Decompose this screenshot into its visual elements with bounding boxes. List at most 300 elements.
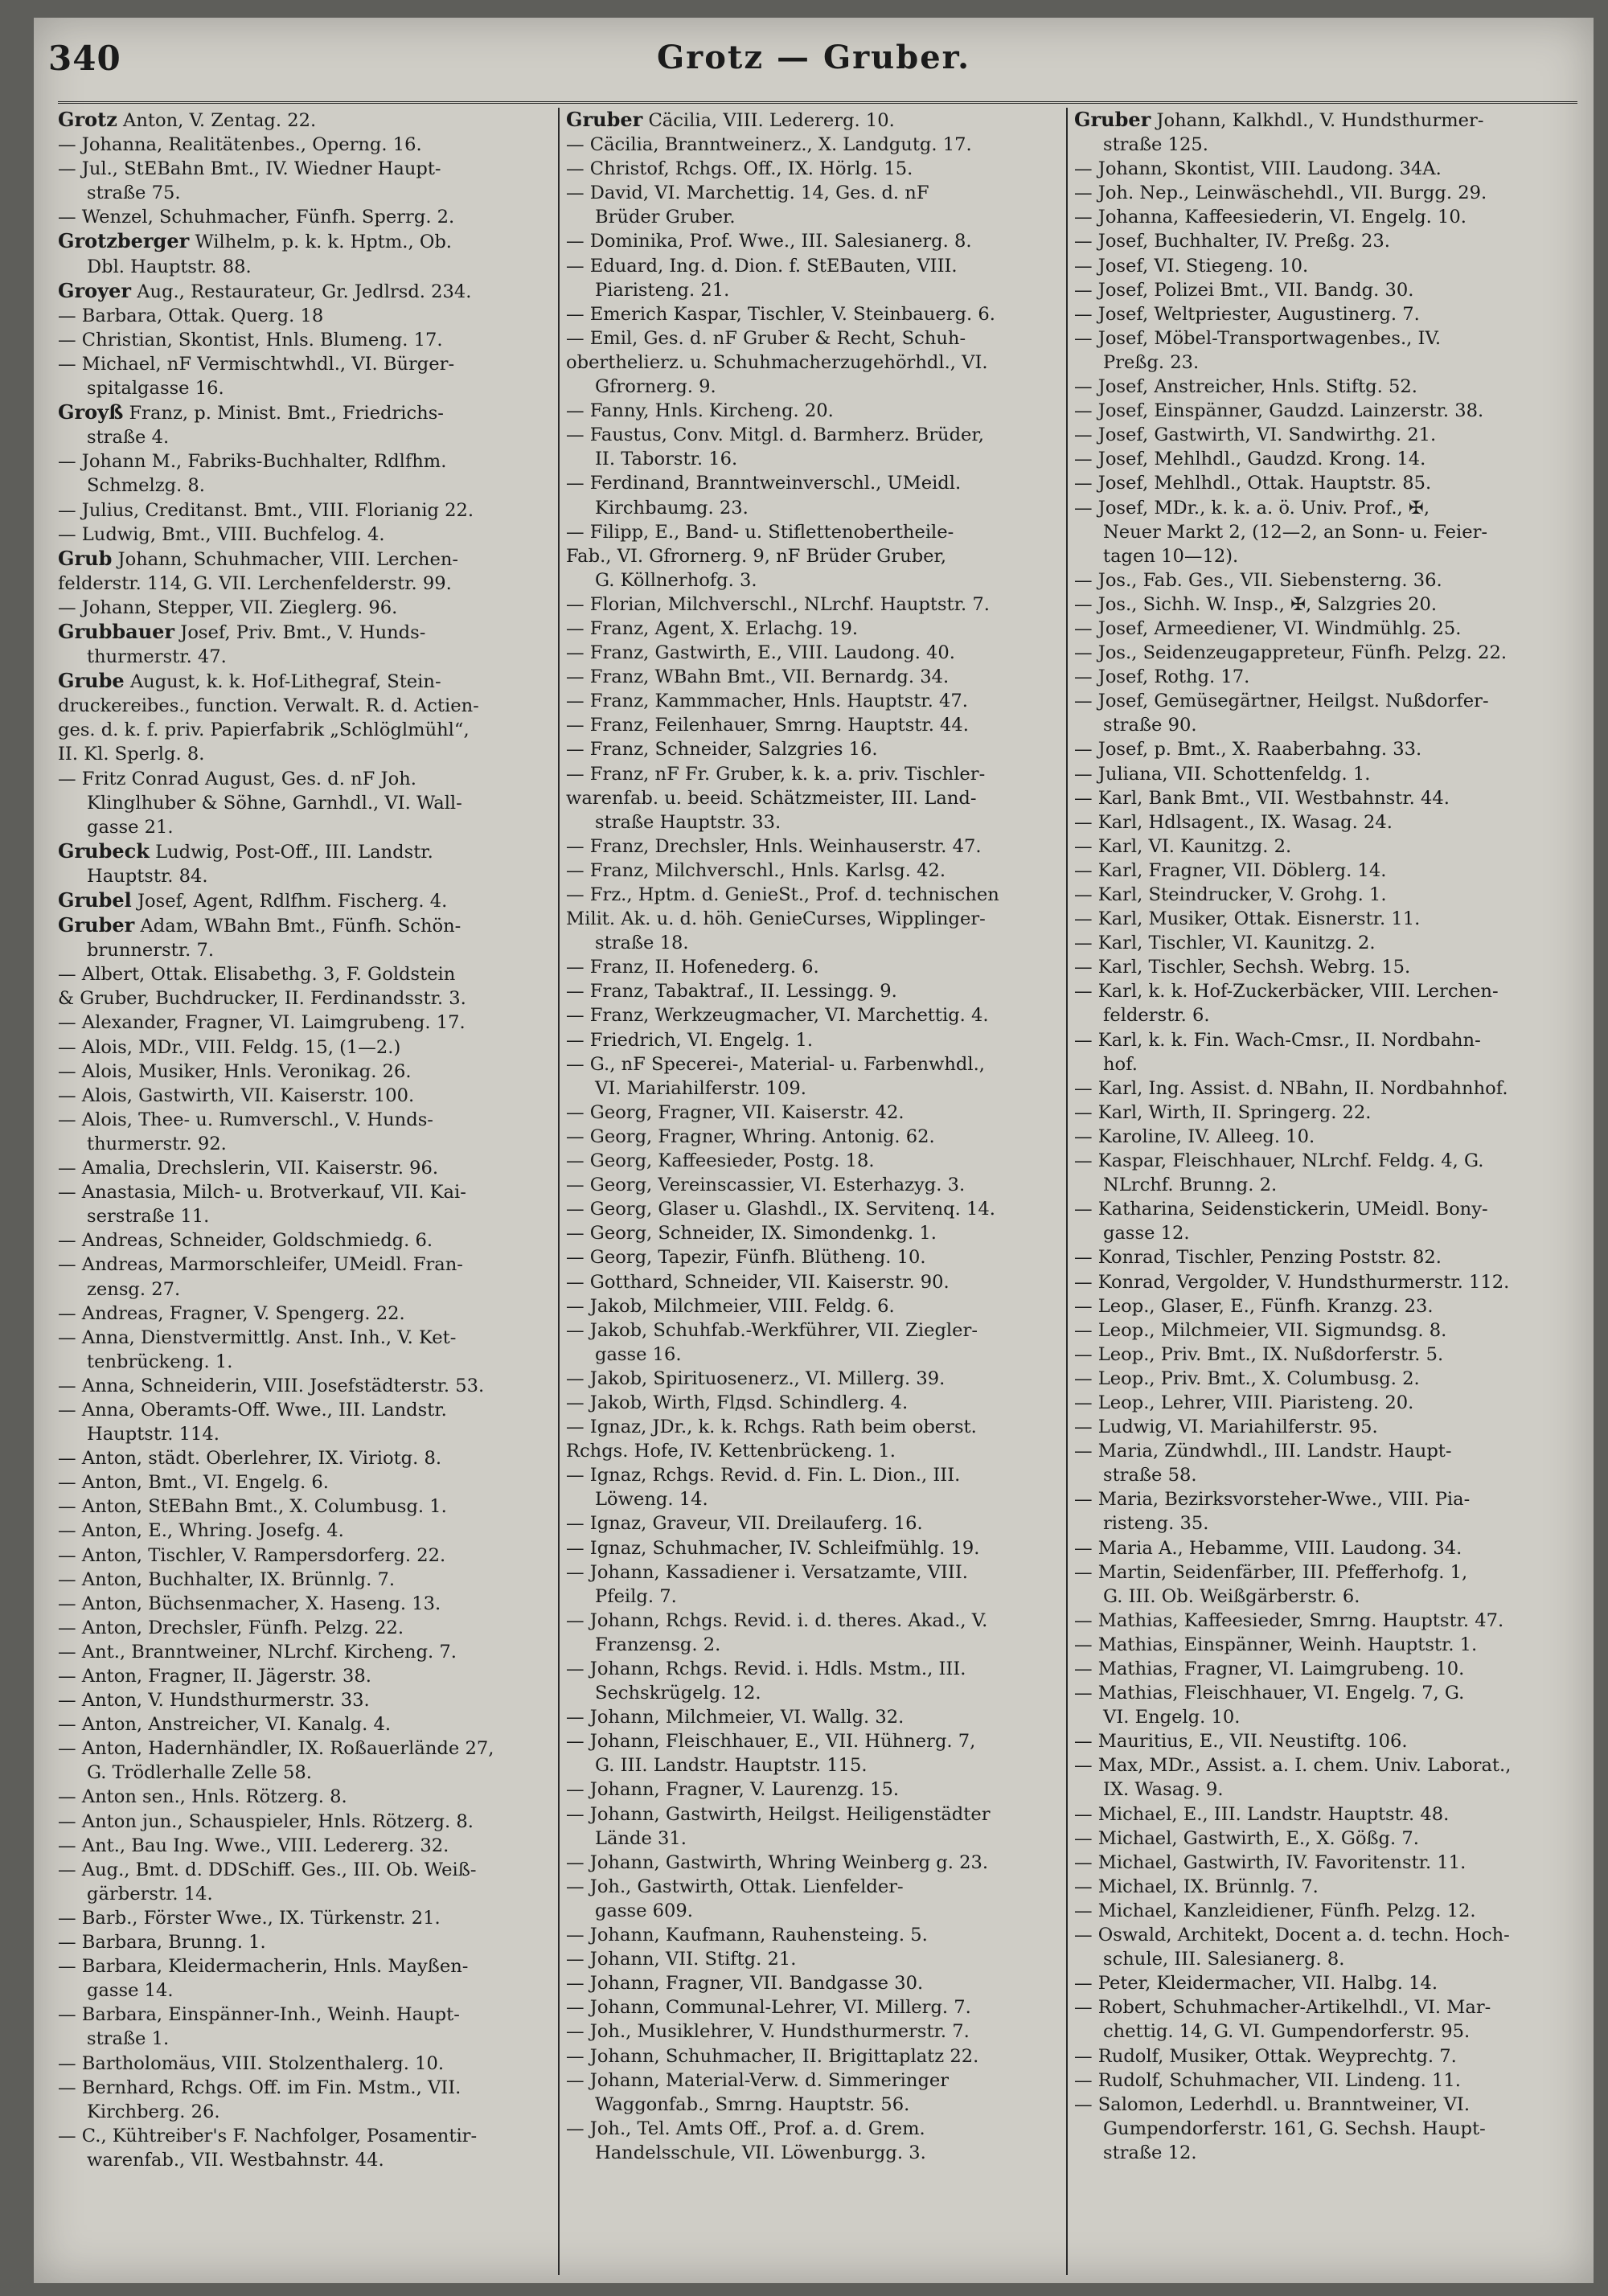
- entry-text: — Johann, VII. Stiftg. 21.: [566, 1949, 797, 1970]
- entry-text: — Julius, Creditanst. Bmt., VIII. Florianig 22.: [58, 499, 474, 521]
- entry-text: — Bernhard, Rchgs. Off. im Fin. Mstm., VII.: [58, 2077, 461, 2098]
- directory-line: [1074, 1343, 1581, 1367]
- entry-text: Josef, Priv. Bmt., V. Hunds-: [174, 621, 426, 643]
- directory-line: [58, 1592, 552, 1616]
- directory-line: [1074, 1923, 1581, 1947]
- surname-heading: Grub: [58, 546, 113, 570]
- entry-text: — Fritz Conrad August, Ges. d. nF Joh.: [58, 768, 416, 789]
- directory-line: [566, 205, 1060, 229]
- entry-text: — Karl, Fragner, VII. Döblerg. 14.: [1074, 859, 1387, 881]
- directory-line: [1074, 955, 1581, 979]
- directory-line: [1074, 278, 1581, 302]
- entry-text: — Jakob, Schuhfab.-Werkführer, VII. Ziegler-: [566, 1319, 978, 1341]
- entry-text: — Franz, Tabaktraf., II. Lessingg. 9.: [566, 981, 897, 1002]
- entry-text: — Florian, Milchverschl., NLrchf. Hauptstr. 7.: [566, 593, 990, 615]
- entry-text: — Emil, Ges. d. nF Gruber & Recht, Schuh-: [566, 327, 966, 349]
- directory-line: [58, 1374, 552, 1398]
- directory-line: [566, 1681, 1060, 1705]
- directory-column-2: [566, 108, 1060, 2275]
- directory-line: [566, 979, 1060, 1003]
- entry-text: — Josef, Weltpriester, Augustinerg. 7.: [1074, 303, 1420, 325]
- entry-text: Brüder Gruber.: [595, 207, 736, 228]
- entry-text: — Franz, II. Hofenederg. 6.: [566, 957, 819, 978]
- entry-text: felderstr. 114, G. VII. Lerchenfelderstr. 99.: [58, 572, 452, 594]
- directory-line: [58, 645, 552, 669]
- directory-line: [1074, 351, 1581, 375]
- directory-line: [1074, 399, 1581, 423]
- directory-line: [58, 2124, 552, 2148]
- entry-text: Sechskrügelg. 12.: [595, 1683, 761, 1704]
- entry-text: — Anna, Dienstvermittlg. Anst. Inh., V. Ket-: [58, 1326, 457, 1348]
- directory-line: [566, 181, 1060, 205]
- entry-text: Gumpendorferstr. 161, G. Sechsh. Haupt-: [1103, 2118, 1486, 2139]
- entry-text: Ludwig, Post-Off., III. Landstr.: [149, 841, 433, 863]
- directory-line: [58, 547, 552, 572]
- entry-text: G. Trödlerhalle Zelle 58.: [87, 1762, 312, 1784]
- entry-text: — Joh. Nep., Leinwäschehdl., VII. Burgg. 29.: [1074, 182, 1487, 204]
- entry-text: — Andreas, Marmorschleifer, UMeidl. Fran-: [58, 1254, 463, 1276]
- directory-line: [1074, 1995, 1581, 2019]
- directory-line: [566, 665, 1060, 689]
- entry-text: — Johann, Milchmeier, VI. Wallg. 32.: [566, 1707, 904, 1728]
- entry-text: — Jos., Fab. Ges., VII. Siebensterng. 36.: [1074, 569, 1442, 591]
- directory-line: [1074, 568, 1581, 592]
- entry-text: Kirchbaumg. 23.: [595, 497, 749, 519]
- directory-line: [1074, 834, 1581, 859]
- directory-line: [1074, 1367, 1581, 1391]
- entry-text: hof.: [1103, 1053, 1138, 1075]
- entry-text: — Johann, Fragner, V. Laurenzg. 15.: [566, 1779, 900, 1801]
- entry-text: — Alexander, Fragner, VI. Laimgrubeng. 17.: [58, 1012, 466, 1034]
- directory-line: [566, 1705, 1060, 1729]
- directory-line: [566, 423, 1060, 447]
- directory-line: [58, 767, 552, 791]
- directory-line: [1074, 1003, 1581, 1027]
- entry-text: — Fanny, Hnls. Kircheng. 20.: [566, 400, 834, 422]
- directory-line: [1074, 1149, 1581, 1173]
- directory-line: [1074, 1899, 1581, 1923]
- entry-text: tagen 10—12).: [1103, 545, 1239, 567]
- directory-line: [58, 2003, 552, 2027]
- directory-line: [566, 375, 1060, 399]
- directory-line: [58, 1132, 552, 1156]
- directory-line: [1074, 979, 1581, 1003]
- entry-text: druckereibes., function. Verwalt. R. d. Actien-: [58, 695, 479, 717]
- entry-text: — Josef, Armeediener, VI. Windmühlg. 25.: [1074, 617, 1462, 639]
- entry-text: — Franz, Gastwirth, E., VIII. Laudong. 40.: [566, 642, 955, 664]
- entry-text: — Faustus, Conv. Mitgl. d. Barmherz. Brüder,: [566, 424, 984, 446]
- entry-text: — Peter, Kleidermacher, VII. Halbg. 14.: [1074, 1973, 1438, 1995]
- directory-line: [58, 1011, 552, 1035]
- page-number: 340: [48, 39, 121, 78]
- entry-text: — Joh., Musiklehrer, V. Hundsthurmerstr. 7.: [566, 2021, 970, 2043]
- directory-line: [58, 449, 552, 474]
- entry-text: — Jakob, Wirth, Flдsd. Schindlerg. 4.: [566, 1392, 909, 1413]
- directory-line: [566, 955, 1060, 979]
- directory-line: [1074, 302, 1581, 326]
- entry-text: — Johann, Skontist, VIII. Laudong. 34A.: [1074, 158, 1442, 180]
- entry-text: — G., nF Specerei-, Material- u. Farbenwhdl.,: [566, 1053, 985, 1075]
- directory-line: [1074, 665, 1581, 689]
- directory-line: [1074, 1609, 1581, 1633]
- entry-text: — Max, MDr., Assist. a. I. chem. Univ. Laborat.,: [1074, 1755, 1512, 1777]
- entry-text: — Andreas, Fragner, V. Spengerg. 22.: [58, 1302, 405, 1324]
- surname-heading: Grubeck: [58, 838, 150, 863]
- surname-heading: Grube: [58, 669, 125, 693]
- directory-line: [566, 133, 1060, 157]
- entry-text: — Johanna, Realitätenbes., Operng. 16.: [58, 134, 422, 156]
- directory-line: [1074, 1511, 1581, 1535]
- entry-text: — Aug., Bmt. d. DDSchiff. Ges., III. Ob. Weiß-: [58, 1859, 477, 1880]
- directory-line: [58, 2148, 552, 2172]
- entry-text: — Karl, Wirth, II. Springerg. 22.: [1074, 1101, 1372, 1123]
- directory-line: [58, 1640, 552, 1664]
- directory-line: [566, 592, 1060, 617]
- entry-text: zensg. 27.: [87, 1278, 181, 1300]
- entry-text: — Karl, Bank Bmt., VII. Westbahnstr. 44.: [1074, 787, 1450, 809]
- directory-line: [1074, 1705, 1581, 1729]
- directory-line: [1074, 859, 1581, 883]
- directory-line: [566, 1487, 1060, 1511]
- directory-line: [566, 1753, 1060, 1777]
- entry-text: Fab., VI. Gfrornerg. 9, nF Brüder Gruber,: [566, 545, 947, 567]
- directory-line: [566, 2044, 1060, 2068]
- entry-text: — Johann, Fragner, VII. Bandgasse 30.: [566, 1973, 924, 1995]
- entry-text: — Maria, Zündwhdl., III. Landstr. Haupt-: [1074, 1441, 1452, 1462]
- entry-text: — Franz, Kammmacher, Hnls. Hauptstr. 47.: [566, 691, 968, 712]
- entry-text: Anton, V. Zentag. 22.: [117, 110, 317, 131]
- entry-text: — Michael, IX. Brünnlg. 7.: [1074, 1876, 1319, 1897]
- directory-line: [566, 1245, 1060, 1269]
- entry-text: — Anna, Oberamts-Off. Wwe., III. Landstr.: [58, 1399, 447, 1421]
- directory-line: [566, 351, 1060, 375]
- entry-text: — Cäcilia, Branntweinerz., X. Landgutg. 17.: [566, 134, 972, 156]
- directory-line: [1074, 2068, 1581, 2093]
- directory-line: [58, 986, 552, 1011]
- directory-line: [1074, 1851, 1581, 1875]
- entry-text: — Christian, Skontist, Hnls. Blumeng. 17.: [58, 329, 443, 351]
- directory-line: [1074, 108, 1581, 133]
- directory-line: [566, 157, 1060, 181]
- entry-text: — Michael, Gastwirth, IV. Favoritenstr. 11.: [1074, 1851, 1466, 1873]
- directory-line: [1074, 1777, 1581, 1802]
- entry-text: — Josef, MDr., k. k. a. ö. Univ. Prof., ✠,: [1074, 497, 1430, 519]
- entry-text: — Anton, Drechsler, Fünfh. Pelzg. 22.: [58, 1617, 404, 1638]
- directory-line: [58, 1470, 552, 1494]
- entry-text: Waggonfab., Smrng. Hauptstr. 56.: [595, 2093, 910, 2115]
- directory-line: [58, 1688, 552, 1712]
- entry-text: II. Taborstr. 16.: [595, 449, 738, 470]
- entry-text: — Juliana, VII. Schottenfeldg. 1.: [1074, 763, 1371, 785]
- directory-line: [566, 447, 1060, 471]
- directory-line: [1074, 1052, 1581, 1076]
- surname-heading: Gruber: [58, 913, 135, 937]
- directory-line: [566, 2019, 1060, 2044]
- entry-text: — Karl, k. k. Hof-Zuckerbäcker, VIII. Lerchen-: [1074, 981, 1499, 1002]
- entry-text: — Josef, p. Bmt., X. Raaberbahng. 33.: [1074, 739, 1422, 761]
- entry-text: gasse 609.: [595, 1900, 693, 1921]
- entry-text: — Anton, E., Whring. Josefg. 4.: [58, 1520, 344, 1542]
- directory-line: [58, 1350, 552, 1374]
- column-divider: [1066, 108, 1068, 2275]
- directory-line: [566, 859, 1060, 883]
- entry-text: August, k. k. Hof-Lithegraf, Stein-: [124, 671, 441, 693]
- directory-line: [1074, 2093, 1581, 2117]
- entry-text: gärberstr. 14.: [87, 1883, 213, 1904]
- entry-text: Handelsschule, VII. Löwenburgg. 3.: [595, 2142, 926, 2163]
- directory-line: [58, 474, 552, 498]
- directory-line: [1074, 931, 1581, 955]
- entry-text: brunnerstr. 7.: [87, 940, 215, 961]
- entry-text: — Josef, Einspänner, Gaudzd. Lainzerstr. 38.: [1074, 400, 1484, 422]
- entry-text: — Ludwig, VI. Mariahilferstr. 95.: [1074, 1417, 1378, 1438]
- directory-line: [58, 229, 552, 254]
- directory-line: [1074, 810, 1581, 834]
- entry-text: — Josef, Anstreicher, Hnls. Stiftg. 52.: [1074, 376, 1417, 398]
- entry-text: — Leop., Priv. Bmt., X. Columbusg. 2.: [1074, 1367, 1420, 1389]
- directory-line: [566, 834, 1060, 859]
- entry-text: — Gotthard, Schneider, VII. Kaiserstr. 90.: [566, 1271, 950, 1293]
- entry-text: — Ignaz, Graveur, VII. Dreilauferg. 16.: [566, 1513, 923, 1535]
- entry-text: — Franz, nF Fr. Gruber, k. k. a. priv. Tischler-: [566, 763, 986, 785]
- entry-text: — Oswald, Architekt, Docent a. d. techn. Hoch-: [1074, 1925, 1510, 1946]
- directory-line: [1074, 1197, 1581, 1221]
- entry-text: straße 75.: [87, 182, 181, 204]
- directory-line: [1074, 1971, 1581, 1995]
- directory-line: [58, 1084, 552, 1108]
- page-header: [34, 18, 1594, 78]
- entry-text: — Andreas, Schneider, Goldschmiedg. 6.: [58, 1230, 433, 1252]
- directory-line: [566, 1415, 1060, 1439]
- directory-line: [58, 1544, 552, 1568]
- entry-text: ges. d. k. f. priv. Papierfabrik „Schlöglmühl“,: [58, 720, 470, 741]
- directory-line: [58, 669, 552, 694]
- directory-line: [566, 544, 1060, 568]
- entry-text: — Johann, Rchgs. Revid. i. Hdls. Mstm., III.: [566, 1658, 966, 1679]
- directory-line: [1074, 1947, 1581, 1971]
- entry-text: — Kaspar, Fleischhauer, NLrchf. Feldg. 4, G.: [1074, 1150, 1484, 1172]
- entry-text: — Josef, Buchhalter, IV. Preßg. 23.: [1074, 231, 1390, 252]
- directory-line: [58, 1035, 552, 1060]
- entry-text: Löweng. 14.: [595, 1489, 708, 1511]
- entry-text: Kirchberg. 26.: [87, 2101, 220, 2122]
- entry-text: Gfrornerg. 9.: [595, 376, 716, 398]
- directory-line: [566, 737, 1060, 761]
- directory-line: [1074, 2044, 1581, 2068]
- directory-line: [1074, 423, 1581, 447]
- entry-text: gasse 16.: [595, 1343, 682, 1365]
- entry-text: warenfab. u. beeid. Schätzmeister, III. Land-: [566, 787, 977, 809]
- directory-line: [1074, 1633, 1581, 1657]
- directory-line: [1074, 1802, 1581, 1827]
- directory-page: [34, 18, 1594, 2283]
- directory-line: [566, 1657, 1060, 1681]
- entry-text: — Jos., Sichh. W. Insp., ✠, Salzgries 20.: [1074, 593, 1438, 615]
- directory-line: [58, 1228, 552, 1253]
- entry-text: — Karl, Steindrucker, V. Grohg. 1.: [1074, 884, 1387, 905]
- entry-text: — Ant., Branntweiner, NLrchf. Kircheng. 7.: [58, 1641, 457, 1663]
- entry-text: — Karl, Tischler, VI. Kaunitzg. 2.: [1074, 933, 1376, 954]
- directory-line: [566, 1777, 1060, 1802]
- directory-line: [566, 1851, 1060, 1875]
- entry-text: — Mathias, Kaffeesieder, Smrng. Hauptstr. 47.: [1074, 1609, 1504, 1631]
- running-head: Grotz — Gruber.: [656, 39, 971, 76]
- entry-text: — Karoline, IV. Alleeg. 10.: [1074, 1125, 1315, 1147]
- directory-line: [1074, 1245, 1581, 1269]
- directory-line: [58, 1834, 552, 1858]
- directory-line: [58, 1810, 552, 1834]
- directory-line: [58, 1422, 552, 1446]
- directory-line: [566, 762, 1060, 786]
- directory-line: [58, 2100, 552, 2124]
- directory-line: [566, 1149, 1060, 1173]
- directory-line: [566, 1173, 1060, 1197]
- directory-line: [1074, 1560, 1581, 1585]
- entry-text: — Franz, WBahn Bmt., VII. Bernardg. 34.: [566, 666, 950, 688]
- entry-text: — Johann, Material-Verw. d. Simmeringer: [566, 2069, 950, 2091]
- directory-line: [566, 1003, 1060, 1027]
- entry-text: — Johann, Stepper, VII. Zieglerg. 96.: [58, 597, 398, 618]
- directory-line: [58, 572, 552, 596]
- entry-text: Milit. Ak. u. d. höh. GenieCurses, Wipplinger-: [566, 908, 986, 930]
- entry-text: gasse 14.: [87, 1980, 174, 2002]
- entry-text: — Anton, V. Hundsthurmerstr. 33.: [58, 1690, 370, 1712]
- directory-line: [58, 425, 552, 449]
- entry-text: Hauptstr. 114.: [87, 1424, 219, 1445]
- entry-text: — Anastasia, Milch- u. Brotverkauf, VII. Kai-: [58, 1182, 466, 1203]
- directory-line: [58, 1302, 552, 1326]
- directory-line: [58, 1060, 552, 1084]
- directory-line: [1074, 1221, 1581, 1245]
- directory-line: [566, 1439, 1060, 1463]
- entry-text: — Dominika, Prof. Wwe., III. Salesianerg. 8.: [566, 231, 972, 252]
- directory-line: [58, 1519, 552, 1543]
- entry-text: — Leop., Milchmeier, VII. Sigmundsg. 8.: [1074, 1319, 1447, 1341]
- directory-line: [566, 108, 1060, 133]
- entry-text: Lände 31.: [595, 1827, 687, 1849]
- entry-text: — Anton, Anstreicher, VI. Kanalg. 4.: [58, 1714, 392, 1736]
- entry-text: — Georg, Fragner, Whring. Antonig. 62.: [566, 1125, 935, 1147]
- directory-line: [58, 2076, 552, 2100]
- directory-line: [566, 520, 1060, 544]
- directory-line: [1074, 762, 1581, 786]
- entry-text: — David, VI. Marchettig. 14, Ges. d. nF: [566, 182, 929, 204]
- entry-text: — Ant., Bau Ing. Wwe., VIII. Ledererg. 32.: [58, 1835, 449, 1856]
- entry-text: — Leop., Glaser, E., Fünfh. Kranzg. 23.: [1074, 1295, 1434, 1317]
- entry-text: — Ludwig, Bmt., VIII. Buchfelog. 4.: [58, 523, 385, 545]
- directory-line: [566, 689, 1060, 713]
- entry-text: — Georg, Glaser u. Glashdl., IX. Servitenq. 14.: [566, 1199, 995, 1220]
- entry-text: — Anton jun., Schauspieler, Hnls. Rötzerg. 8.: [58, 1810, 474, 1832]
- directory-line: [566, 1875, 1060, 1899]
- surname-heading: Grotz: [58, 108, 117, 131]
- entry-text: Franz, p. Minist. Bmt., Friedrichs-: [123, 403, 444, 424]
- entry-text: — Joh., Tel. Amts Off., Prof. a. d. Grem.: [566, 2118, 925, 2139]
- entry-text: — Josef, Polizei Bmt., VII. Bandg. 30.: [1074, 279, 1414, 301]
- entry-text: Piaristeng. 21.: [595, 279, 730, 301]
- directory-line: [1074, 1729, 1581, 1753]
- entry-text: — Anton, Buchhalter, IX. Brünnlg. 7.: [58, 1568, 396, 1590]
- directory-line: [58, 1906, 552, 1930]
- entry-text: Cäcilia, VIII. Ledererg. 10.: [642, 110, 895, 131]
- entry-text: G. III. Landstr. Hauptstr. 115.: [595, 1755, 868, 1777]
- directory-line: [566, 1463, 1060, 1487]
- directory-line: [566, 2068, 1060, 2093]
- directory-line: [566, 471, 1060, 495]
- entry-text: Wilhelm, p. k. k. Hptm., Ob.: [189, 232, 452, 253]
- directory-line: [58, 694, 552, 718]
- entry-text: straße 12.: [1103, 2142, 1197, 2163]
- entry-text: risteng. 35.: [1103, 1513, 1209, 1535]
- entry-text: — Mathias, Einspänner, Weinh. Hauptstr. 1.: [1074, 1634, 1478, 1655]
- entry-text: — Johanna, Kaffeesiederin, VI. Engelg. 10.: [1074, 207, 1466, 228]
- directory-line: [58, 279, 552, 304]
- entry-text: — Barbara, Ottak. Querg. 18: [58, 305, 324, 326]
- entry-text: — Rudolf, Musiker, Ottak. Weyprechtg. 7.: [1074, 2045, 1457, 2067]
- directory-line: [58, 1978, 552, 2003]
- entry-text: — Mathias, Fragner, VI. Laimgrubeng. 10.: [1074, 1658, 1465, 1679]
- entry-text: — Anna, Schneiderin, VIII. Josefstädterstr. 53.: [58, 1375, 485, 1396]
- entry-text: gasse 21.: [87, 816, 174, 838]
- directory-line: [566, 810, 1060, 834]
- entry-text: straße 18.: [595, 933, 689, 954]
- directory-line: [1074, 617, 1581, 641]
- directory-line: [1074, 1875, 1581, 1899]
- directory-line: [1074, 689, 1581, 713]
- directory-line: [1074, 157, 1581, 181]
- entry-text: — Katharina, Seidenstickerin, UMeidl. Bony-: [1074, 1199, 1488, 1220]
- directory-line: [566, 786, 1060, 810]
- directory-line: [566, 617, 1060, 641]
- entry-text: — Georg, Vereinscassier, VI. Esterhazyg. 3.: [566, 1175, 966, 1196]
- directory-line: [566, 1560, 1060, 1585]
- directory-line: [566, 1391, 1060, 1415]
- entry-text: — Bartholomäus, VIII. Stolzenthalerg. 10.: [58, 2052, 445, 2074]
- directory-line: [58, 1712, 552, 1736]
- entry-text: — Josef, Mehlhdl., Ottak. Hauptstr. 85.: [1074, 473, 1432, 494]
- entry-text: oberthelierz. u. Schuhmacherzugehörhdl., VI.: [566, 351, 988, 373]
- entry-text: — Albert, Ottak. Elisabethg. 3, F. Goldstein: [58, 964, 456, 986]
- directory-line: [566, 1971, 1060, 1995]
- entry-text: — Georg, Kaffeesieder, Postg. 18.: [566, 1150, 875, 1172]
- directory-line: [58, 962, 552, 986]
- directory-line: [566, 931, 1060, 955]
- directory-line: [1074, 1827, 1581, 1851]
- directory-line: [1074, 641, 1581, 665]
- directory-line: [1074, 2019, 1581, 2044]
- directory-line: [58, 328, 552, 352]
- entry-text: tenbrückeng. 1.: [87, 1351, 233, 1372]
- entry-text: — Mauritius, E., VII. Neustiftg. 106.: [1074, 1731, 1408, 1753]
- entry-text: — Franz, Milchverschl., Hnls. Karlsg. 42.: [566, 859, 946, 881]
- entry-text: — Josef, Gastwirth, VI. Sandwirthg. 21.: [1074, 424, 1437, 446]
- entry-text: — Barb., Förster Wwe., IX. Türkenstr. 21.: [58, 1907, 441, 1929]
- entry-text: — Martin, Seidenfärber, III. Pfefferhofg. 1,: [1074, 1561, 1468, 1583]
- directory-line: [566, 1536, 1060, 1560]
- entry-text: — Jakob, Milchmeier, VIII. Feldg. 6.: [566, 1295, 895, 1317]
- entry-text: — Josef, VI. Stiegeng. 10.: [1074, 255, 1309, 277]
- directory-line: [1074, 1415, 1581, 1439]
- directory-line: [58, 1954, 552, 1978]
- directory-line: [1074, 1536, 1581, 1560]
- entry-text: — Maria A., Hebamme, VIII. Laudong. 34.: [1074, 1537, 1462, 1559]
- directory-line: [58, 1253, 552, 1277]
- entry-text: — Eduard, Ing. d. Dion. f. StEBauten, VIII.: [566, 255, 958, 277]
- entry-text: straße 90.: [1103, 715, 1197, 736]
- directory-line: [1074, 1585, 1581, 1609]
- directory-line: [1074, 1270, 1581, 1294]
- entry-text: — Alois, Gastwirth, VII. Kaiserstr. 100.: [58, 1084, 415, 1106]
